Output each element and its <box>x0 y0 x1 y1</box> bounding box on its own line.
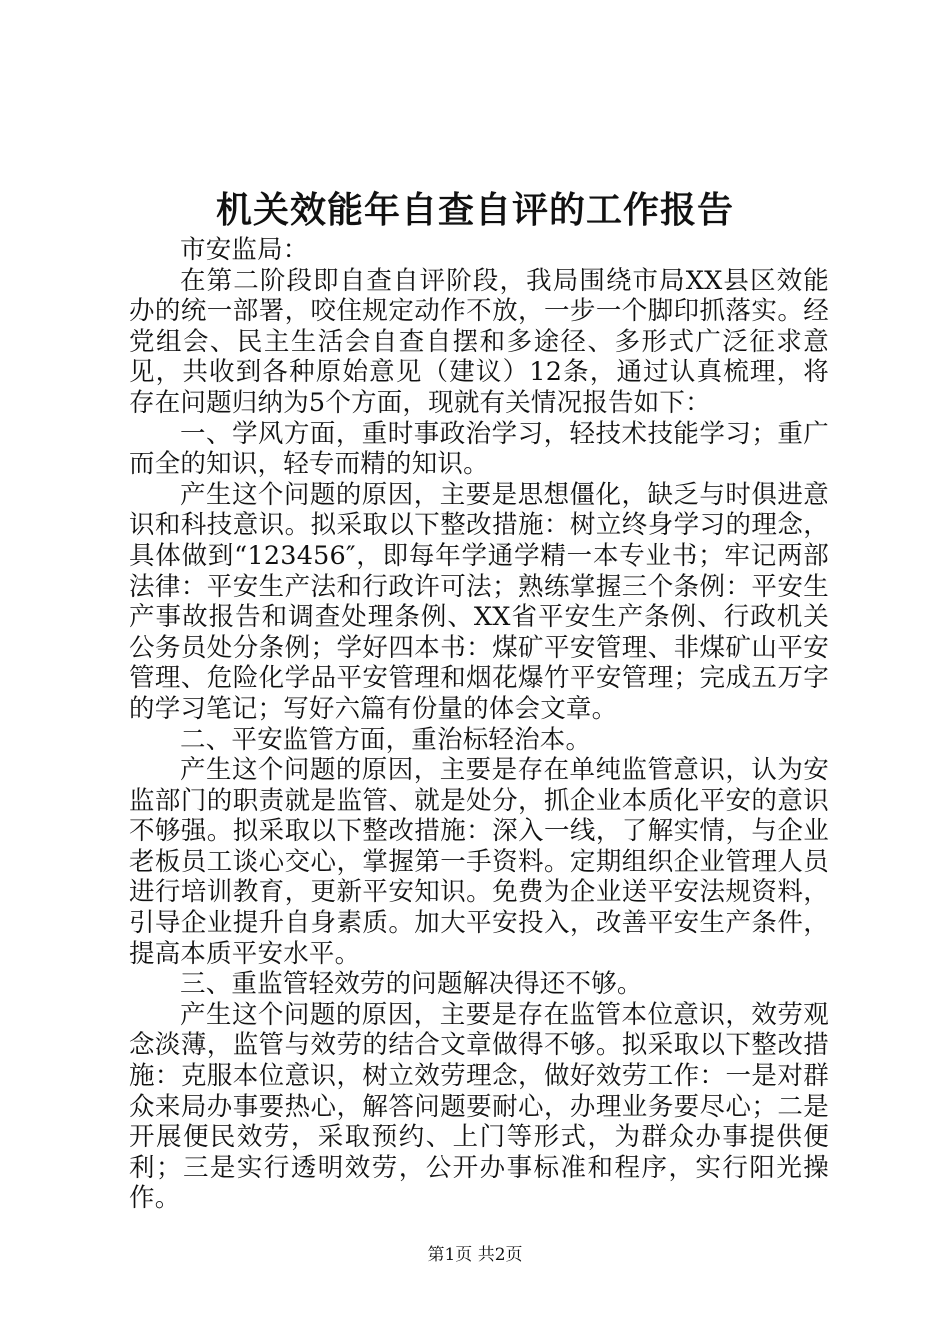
document-body <box>129 235 829 1214</box>
page-title: 机关效能年自查自评的工作报告 <box>215 189 734 231</box>
paragraph-section-2: 产生这个问题的原因，主要是存在单纯监管意识，认为安监部门的职责就是监管、就是处分，抓企业本质化平安的意识不够强。拟采取以下整改措施：深入一线，了解实情，与企业老板员工谈心交心，掌握第一手资料。定期组织企业管理人员进行培训教育，更新平安知识。免费为企业送平安法规资料，引导企业提升自身素质。加大平安投入，改善平安生产条件，提高本质平安水平。 <box>129 755 829 969</box>
section-heading-3: 三、重监管轻效劳的问题解决得还不够。 <box>180 969 643 1000</box>
paragraph-section-3: 产生这个问题的原因，主要是存在监管本位意识，效劳观念淡薄，监管与效劳的结合文章做得不够。拟采取以下整改措施：克服本位意识，树立效劳理念，做好效劳工作：一是对群众来局办事要热心，解答问题要耐心，办理业务要尽心；二是开展便民效劳，采取预约、上门等形式，为群众办事提供便利；三是实行透明效劳，公开办事标准和程序，实行阳光操作。 <box>129 999 829 1214</box>
page-number-footer: 第1页 共2页 <box>427 1245 523 1265</box>
section-heading-2: 二、平安监管方面，重治标轻治本。 <box>180 724 592 755</box>
paragraph-intro: 在第二阶段即自查自评阶段，我局围绕市局XX县区效能办的统一部署，咬住规定动作不放，一步一个脚印抓落实。经党组会、民主生活会自查自摆和多途径、多形式广泛征求意见，共收到各种原始意见（建议）12条，通过认真梳理，将存在问题归纳为5个方面，现就有关情况报告如下： <box>129 265 829 418</box>
paragraph-section-1: 产生这个问题的原因，主要是思想僵化，缺乏与时俱进意识和科技意识。拟采取以下整改措施：树立终身学习的理念，具体做到“123456″，即每年学通学精一本专业书；牢记两部法律：平安生产法和行政许可法；熟练掌握三个条例：平安生产事故报告和调查处理条例、XX省平安生产条例、行政机关公务员处分条例；学好四本书：煤矿平安管理、非煤矿山平安管理、危险化学品平安管理和烟花爆竹平安管理；完成五万字的学习笔记；写好六篇有份量的体会文章。 <box>129 479 829 724</box>
salutation: 市安监局： <box>180 235 309 265</box>
section-heading-1: 一、学风方面，重时事政治学习，轻技术技能学习；重广而全的知识，轻专而精的知识。 <box>129 418 829 480</box>
